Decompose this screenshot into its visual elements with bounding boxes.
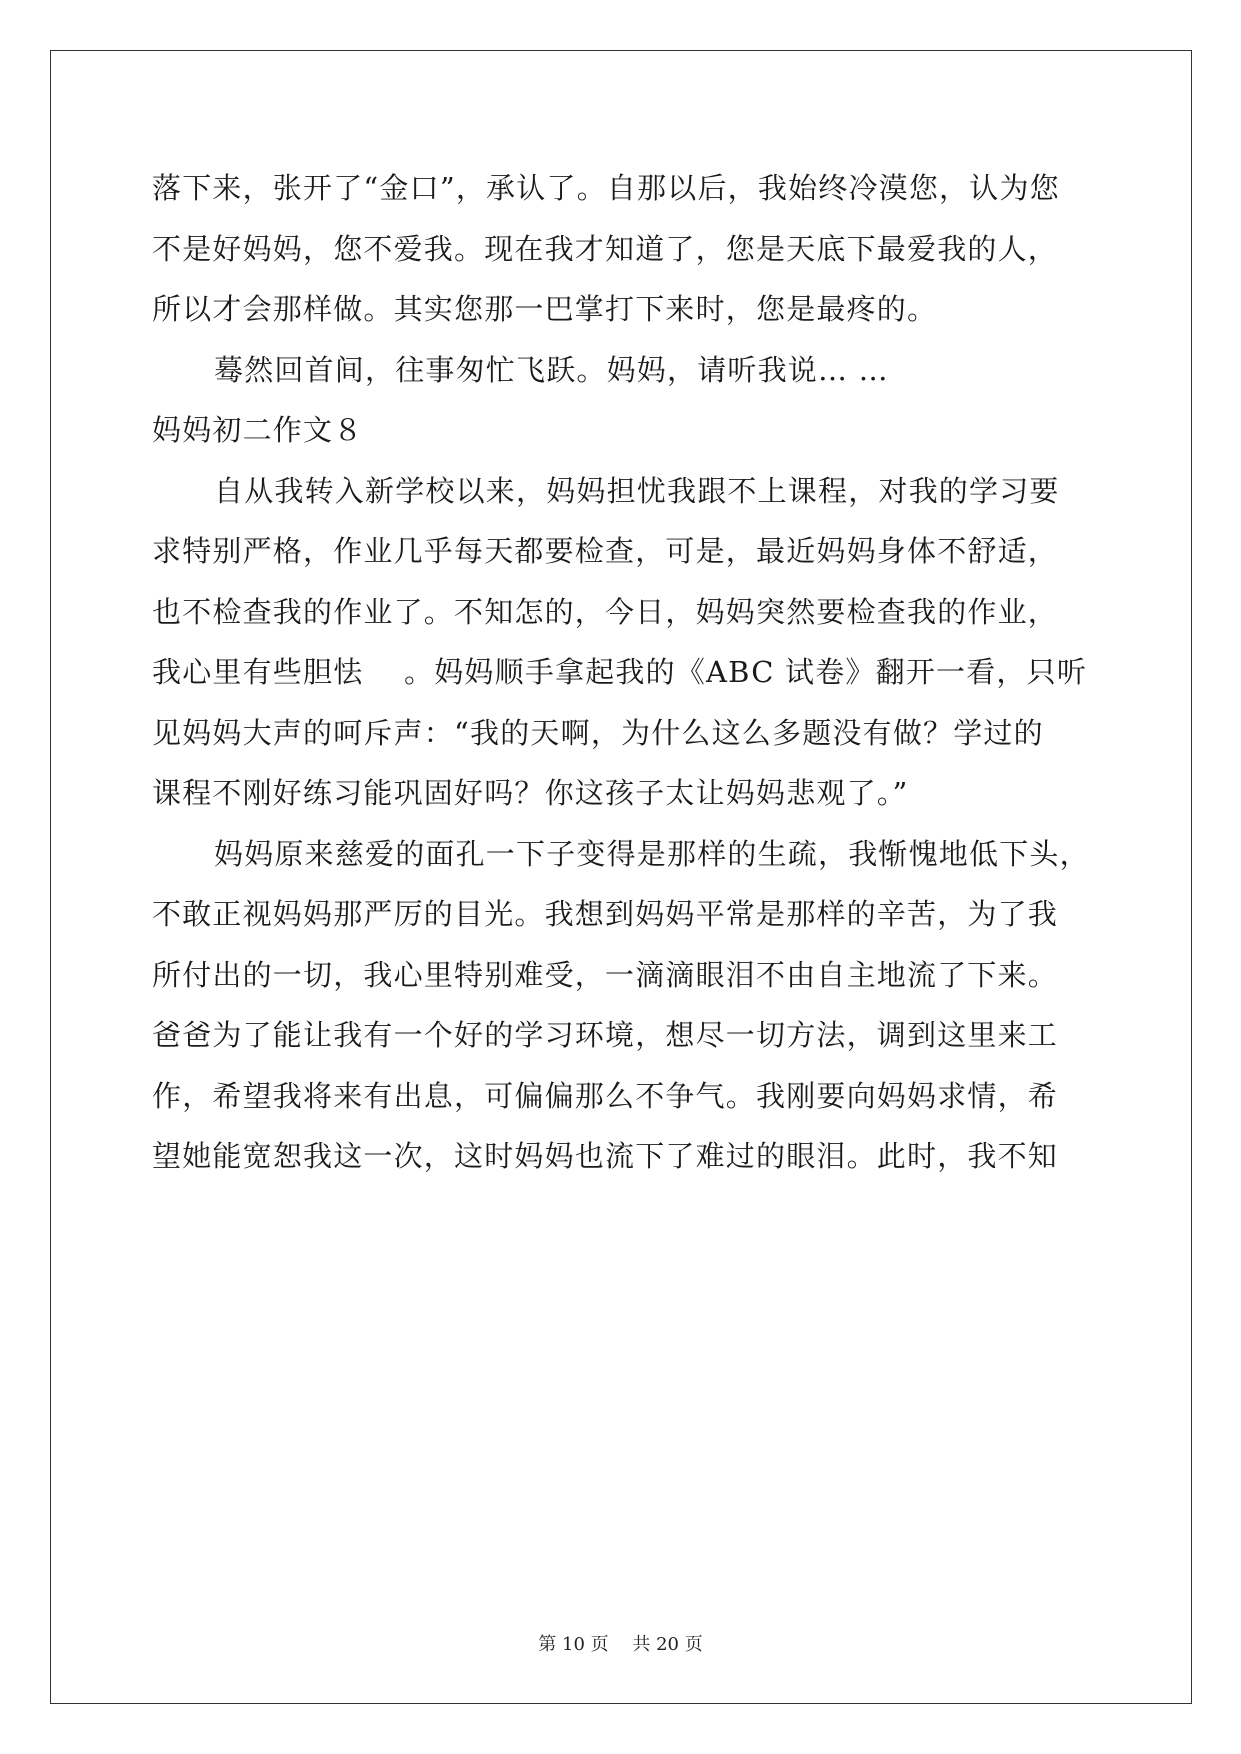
text-line: 望她能宽恕我这一次，这时妈妈也流下了难过的眼泪。此时，我不知 <box>152 1139 1059 1173</box>
paragraph-start-line: 蓦然回首间，往事匆忙飞跃。妈妈，请听我说… … <box>214 352 889 387</box>
page-footer <box>0 1630 1241 1656</box>
text-line: 我心里有些胆怯 。妈妈顺手拿起我的《ABC 试卷》翻开一看，只听 <box>152 655 1088 689</box>
text-line: 不是好妈妈，您不爱我。现在我才知道了，您是天底下最爱我的人， <box>152 231 1059 266</box>
text-line: 所付出的一切，我心里特别难受，一滴滴眼泪不由自主地流了下来。 <box>152 957 1059 992</box>
page-total: 共 20 页 <box>632 1634 703 1655</box>
text-line: 所以才会那样做。其实您那一巴掌打下来时，您是最疼的。 <box>152 292 938 326</box>
paragraph-start-line: 妈妈原来慈爱的面孔一下子变得是那样的生疏，我惭愧地低下头， <box>214 836 1090 871</box>
section-heading: 妈妈初二作文８ <box>152 413 364 447</box>
text-line: 也不检查我的作业了。不知怎的，今日，妈妈突然要检查我的作业， <box>152 594 1059 629</box>
text-line: 落下来，张开了“金口”，承认了。自那以后，我始终冷漠您，认为您 <box>152 171 1060 205</box>
text-line: 作，希望我将来有出息，可偏偏那么不争气。我刚要向妈妈求情，希 <box>152 1078 1059 1113</box>
text-line: 见妈妈大声的呵斥声：“我的天啊，为什么这么多题没有做？学过的 <box>152 715 1044 750</box>
paragraph-start-line: 自从我转入新学校以来，妈妈担忧我跟不上课程，对我的学习要 <box>214 473 1060 508</box>
page-number: 第 10 页 <box>538 1634 609 1655</box>
text-line: 不敢正视妈妈那严厉的目光。我想到妈妈平常是那样的辛苦，为了我 <box>152 897 1059 931</box>
document-body <box>152 158 1112 1187</box>
text-line: 求特别严格，作业几乎每天都要检查，可是，最近妈妈身体不舒适， <box>152 534 1059 568</box>
text-line: 课程不刚好练习能巩固好吗？你这孩子太让妈妈悲观了。” <box>152 776 909 810</box>
text-line: 爸爸为了能让我有一个好的学习环境，想尽一切方法，调到这里来工 <box>152 1018 1059 1052</box>
